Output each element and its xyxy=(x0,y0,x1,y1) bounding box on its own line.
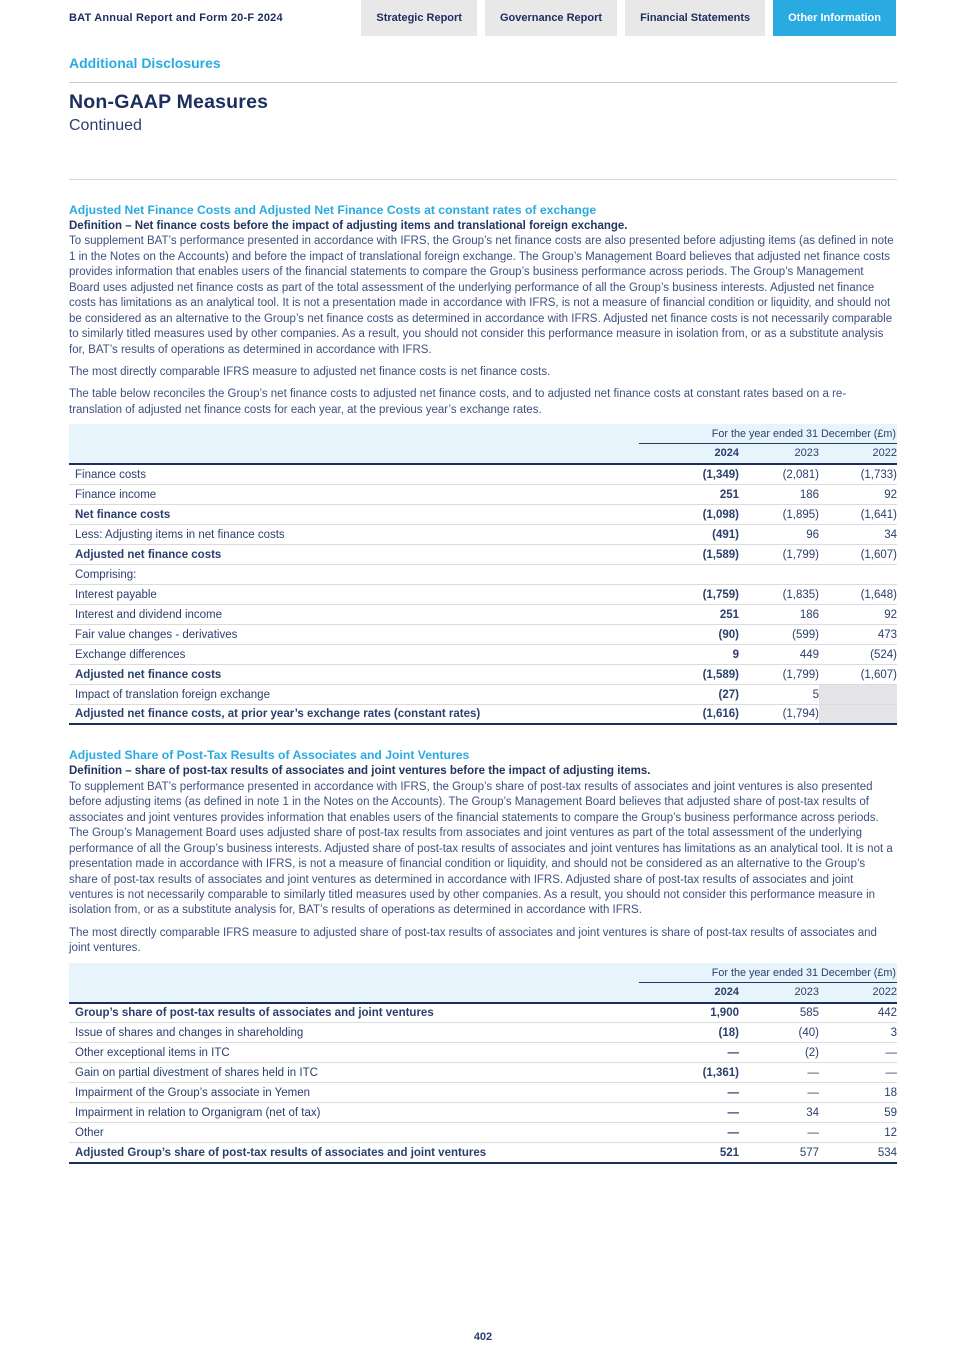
cell-value: (27) xyxy=(639,684,739,704)
cell-value: — xyxy=(639,1043,739,1063)
page-title: Non-GAAP Measures xyxy=(69,91,269,113)
cell-value: (1,589) xyxy=(639,544,739,564)
section2-heading: Adjusted Share of Post-Tax Results of Associates and Joint Ventures xyxy=(69,748,470,763)
cell-value xyxy=(819,704,897,724)
cell-value: 9 xyxy=(639,644,739,664)
cell-value: 34 xyxy=(819,524,897,544)
tab-financial-statements[interactable]: Financial Statements xyxy=(625,0,765,36)
cell-value: — xyxy=(639,1123,739,1143)
row-label: Net finance costs xyxy=(69,504,639,524)
row-label: Impairment in relation to Organigram (net of tax) xyxy=(69,1103,639,1123)
column-header-2023: 2023 xyxy=(739,982,819,1003)
cell-value: (1,361) xyxy=(639,1063,739,1083)
table-row xyxy=(69,1023,897,1043)
table-row xyxy=(69,624,897,644)
row-label: Issue of shares and changes in shareholding xyxy=(69,1023,639,1043)
row-label: Fair value changes - derivatives xyxy=(69,624,639,644)
cell-value: (1,799) xyxy=(739,544,819,564)
row-label: Adjusted net finance costs xyxy=(69,544,639,564)
cell-value: (1,835) xyxy=(739,584,819,604)
cell-value: — xyxy=(739,1123,819,1143)
table-row xyxy=(69,544,897,564)
row-label: Adjusted Group’s share of post-tax results of associates and joint ventures xyxy=(69,1143,639,1163)
page-number: 402 xyxy=(473,1331,493,1343)
table-period-label: For the year ended 31 December (£m) xyxy=(639,963,897,983)
row-label: Other xyxy=(69,1123,639,1143)
cell-value: 92 xyxy=(819,484,897,504)
cell-value: 186 xyxy=(739,604,819,624)
row-label: Other exceptional items in ITC xyxy=(69,1043,639,1063)
table-row xyxy=(69,704,897,724)
row-label: Exchange differences xyxy=(69,644,639,664)
cell-value: (1,641) xyxy=(819,504,897,524)
cell-value: (2,081) xyxy=(739,464,819,484)
cell-value: 251 xyxy=(639,484,739,504)
column-header-2023: 2023 xyxy=(739,444,819,465)
cell-value: 18 xyxy=(819,1083,897,1103)
cell-value: — xyxy=(739,1083,819,1103)
report-title: BAT Annual Report and Form 20-F 2024 xyxy=(69,12,283,24)
cell-value: 442 xyxy=(819,1003,897,1023)
tab-strategic-report[interactable]: Strategic Report xyxy=(361,0,477,36)
table-row xyxy=(69,644,897,664)
table-row xyxy=(69,504,897,524)
table-row xyxy=(69,1043,897,1063)
tab-governance-report[interactable]: Governance Report xyxy=(485,0,617,36)
cell-value xyxy=(739,564,819,584)
cell-value: (2) xyxy=(739,1043,819,1063)
cell-value: — xyxy=(639,1083,739,1103)
table-row xyxy=(69,564,897,584)
cell-value xyxy=(639,564,739,584)
tab-other-information[interactable]: Other Information xyxy=(773,0,896,36)
table-row xyxy=(69,524,897,544)
cell-value: — xyxy=(819,1043,897,1063)
column-header-2022: 2022 xyxy=(819,444,897,465)
cell-value: 577 xyxy=(739,1143,819,1163)
cell-value: 3 xyxy=(819,1023,897,1043)
table-row xyxy=(69,1123,897,1143)
row-label: Gain on partial divestment of shares held in ITC xyxy=(69,1063,639,1083)
row-label: Finance costs xyxy=(69,464,639,484)
cell-value: 585 xyxy=(739,1003,819,1023)
cell-value: (1,648) xyxy=(819,584,897,604)
row-label: Impairment of the Group’s associate in Yemen xyxy=(69,1083,639,1103)
row-label: Comprising: xyxy=(69,564,639,584)
cell-value: (1,733) xyxy=(819,464,897,484)
table-row xyxy=(69,1083,897,1103)
table-row xyxy=(69,464,897,484)
table-header-spacer xyxy=(69,444,639,465)
row-label: Less: Adjusting items in net finance costs xyxy=(69,524,639,544)
table-header-spacer xyxy=(69,982,639,1003)
table-row xyxy=(69,1003,897,1023)
table-row xyxy=(69,684,897,704)
page-subtitle: Continued xyxy=(69,117,142,134)
cell-value: 521 xyxy=(639,1143,739,1163)
cell-value: (1,616) xyxy=(639,704,739,724)
cell-value: (1,794) xyxy=(739,704,819,724)
cell-value: (1,349) xyxy=(639,464,739,484)
row-label: Interest payable xyxy=(69,584,639,604)
cell-value: (90) xyxy=(639,624,739,644)
table-row xyxy=(69,1143,897,1163)
table-row xyxy=(69,604,897,624)
cell-value: (1,799) xyxy=(739,664,819,684)
row-label: Finance income xyxy=(69,484,639,504)
cell-value: (40) xyxy=(739,1023,819,1043)
section2-paragraph: To supplement BAT’s performance presented in accordance with IFRS, the Group’s share of post-tax results of associates and joint ventures is also presented before adjusting items (as defined in note 1 in the Notes on the Accounts). The Group’s Management Board believes that adjusted share of post-tax results of associates and joint ventures provides information that enables users of the financial statements to compare the Group’s business performance across periods. The Group’s Management Board uses adjusted share of post-tax results from associates and joint ventures as part of the total assessment of the underlying performance of all the Group’s business interests. Adjusted share of post-tax results of associates and joint ventures has limitations as an analytical tool. It is not a presentation made in accordance with IFRS, is not a measure of financial condition or liquidity, and should not be considered as an alternative to the Group’s share of post-tax results of associates and joint ventures as determined in accordance with IFRS. Adjusted share of post-tax results of associates and joint ventures is not necessarily comparable to similarly titled measures used by other companies. As a result, you should not consider this performance measure in isolation from, or as a substitute analysis for, BAT’s results of operations as determined in accordance with IFRS. xyxy=(69,780,893,917)
divider xyxy=(69,82,897,83)
cell-value: (1,607) xyxy=(819,664,897,684)
cell-value: — xyxy=(739,1063,819,1083)
cell-value: 449 xyxy=(739,644,819,664)
section1-definition: Definition – Net finance costs before the impact of adjusting items and translational foreign exchange. xyxy=(69,220,628,232)
row-label: Impact of translation foreign exchange xyxy=(69,684,639,704)
cell-value: 34 xyxy=(739,1103,819,1123)
cell-value: — xyxy=(819,1063,897,1083)
page-content xyxy=(69,55,897,1164)
table-row xyxy=(69,1063,897,1083)
associates-jv-table xyxy=(69,963,897,1164)
net-finance-costs-table xyxy=(69,424,897,725)
table-row xyxy=(69,664,897,684)
section1-paragraph: The table below reconciles the Group’s net finance costs to adjusted net finance costs, and to adjusted net finance costs at constant rates based on a re-translation of adjusted net finance costs for each year, at the previous year’s exchange rates. xyxy=(69,388,847,416)
cell-value: 92 xyxy=(819,604,897,624)
row-label: Adjusted net finance costs xyxy=(69,664,639,684)
cell-value: 534 xyxy=(819,1143,897,1163)
cell-value xyxy=(819,684,897,704)
row-label: Interest and dividend income xyxy=(69,604,639,624)
nav-tabs xyxy=(361,0,896,36)
section1-paragraph: To supplement BAT’s performance presented in accordance with IFRS, the Group’s net finance costs are also presented before adjusting items (as defined in note 1 in the Notes on the Accounts) and before the impact of translational foreign exchange. The Group’s Management Board believes that adjusted net finance costs provides information that enables users of the financial statements to compare the Group’s business performance across periods. The Group’s Management Board uses adjusted net finance costs as part of the total assessment of the underlying performance of all the Group’s business interests. Adjusted net finance costs has limitations as an analytical tool. It is not a presentation made in accordance with IFRS, is not a measure of financial condition or liquidity, and should not be considered as an alternative to the Group’s net finance costs as determined in accordance with IFRS. Adjusted net finance costs is not necessarily comparable to similarly titled measures used by other companies. As a result, you should not consider this performance measure in isolation from, or as a substitute analysis for, BAT’s results of operations as determined in accordance with IFRS. xyxy=(69,235,894,356)
table-period-label: For the year ended 31 December (£m) xyxy=(639,424,897,444)
row-label: Group’s share of post-tax results of associates and joint ventures xyxy=(69,1003,639,1023)
section2-definition: Definition – share of post-tax results of associates and joint ventures before the impact of adjusting items. xyxy=(69,765,651,778)
column-header-2024: 2024 xyxy=(639,982,739,1003)
cell-value: 186 xyxy=(739,484,819,504)
cell-value: — xyxy=(639,1103,739,1123)
cell-value: 473 xyxy=(819,624,897,644)
financial-table xyxy=(69,963,897,1164)
cell-value: (1,098) xyxy=(639,504,739,524)
cell-value: 59 xyxy=(819,1103,897,1123)
table-header-spacer xyxy=(69,424,639,444)
cell-value: 5 xyxy=(739,684,819,704)
section2-paragraph: The most directly comparable IFRS measure to adjusted share of post-tax results of associates and joint ventures is share of post-tax results of associates and joint ventures. xyxy=(69,926,877,955)
table-header-spacer xyxy=(69,963,639,983)
table-row xyxy=(69,1103,897,1123)
cell-value: (599) xyxy=(739,624,819,644)
cell-value: (524) xyxy=(819,644,897,664)
cell-value: (18) xyxy=(639,1023,739,1043)
top-header xyxy=(0,0,966,36)
financial-table xyxy=(69,424,897,725)
row-label: Adjusted net finance costs, at prior year’s exchange rates (constant rates) xyxy=(69,704,639,724)
column-header-2022: 2022 xyxy=(819,982,897,1003)
section1-heading: Adjusted Net Finance Costs and Adjusted Net Finance Costs at constant rates of exchange xyxy=(69,203,597,217)
cell-value: (1,607) xyxy=(819,544,897,564)
cell-value: (1,759) xyxy=(639,584,739,604)
cell-value: (1,589) xyxy=(639,664,739,684)
table-row xyxy=(69,484,897,504)
cell-value: 251 xyxy=(639,604,739,624)
divider xyxy=(69,179,897,180)
cell-value xyxy=(819,564,897,584)
section-label: Additional Disclosures xyxy=(69,55,221,71)
column-header-2024: 2024 xyxy=(639,444,739,465)
cell-value: (491) xyxy=(639,524,739,544)
cell-value: (1,895) xyxy=(739,504,819,524)
cell-value: 12 xyxy=(819,1123,897,1143)
table-row xyxy=(69,584,897,604)
cell-value: 96 xyxy=(739,524,819,544)
cell-value: 1,900 xyxy=(639,1003,739,1023)
section1-paragraph: The most directly comparable IFRS measure to adjusted net finance costs is net finance costs. xyxy=(69,366,551,379)
